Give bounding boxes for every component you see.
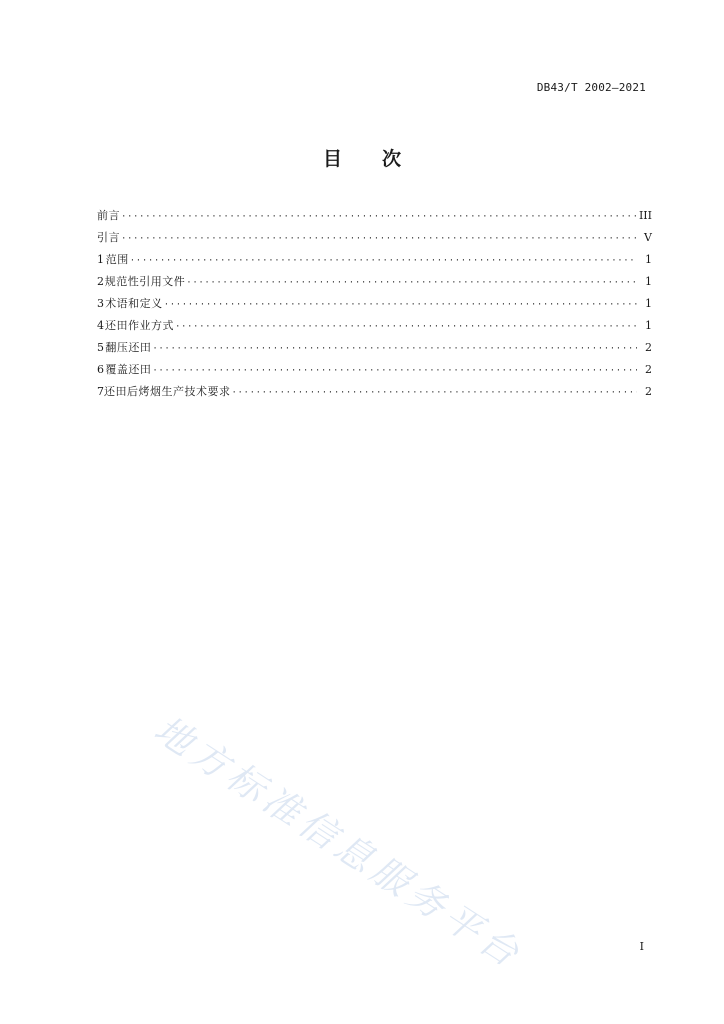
toc-section-number: 6 <box>97 363 104 376</box>
toc-page-number: V <box>644 231 652 244</box>
toc-section-number: 2 <box>97 275 104 288</box>
toc-page-number: 1 <box>645 319 652 332</box>
toc-entry-foreword[interactable] <box>97 205 652 227</box>
toc-section-number: 5 <box>97 341 104 354</box>
toc-label: 规范性引用文件 <box>104 275 186 288</box>
toc-leader-dots <box>164 294 637 316</box>
toc-leader-dots <box>121 228 637 250</box>
toc-leader-dots <box>152 360 637 382</box>
page-number: I <box>639 940 644 953</box>
toc-entry-6[interactable] <box>97 359 652 381</box>
toc-section-number: 1 <box>97 253 104 266</box>
standard-code: DB43/T 2002—2021 <box>536 81 646 94</box>
toc-leader-dots <box>121 206 636 228</box>
toc-leader-dots <box>152 338 637 360</box>
toc-entry-4[interactable] <box>97 315 652 337</box>
toc-page-number: 2 <box>645 385 652 398</box>
toc-leader-dots <box>130 250 637 272</box>
toc-entry-introduction[interactable] <box>97 227 652 249</box>
toc-page-number: 2 <box>645 341 652 354</box>
toc-page-number: 1 <box>645 253 652 266</box>
toc-entry-3[interactable] <box>97 293 652 315</box>
toc-section-number: 7 <box>97 385 104 398</box>
page-title <box>0 144 724 171</box>
toc-entry-5[interactable] <box>97 337 652 359</box>
toc-label: 范围 <box>105 253 129 266</box>
table-of-contents <box>97 205 652 403</box>
toc-entry-2[interactable] <box>97 271 652 293</box>
toc-label: 覆盖还田 <box>105 363 152 376</box>
toc-section-number: 3 <box>97 297 104 310</box>
toc-label: 术语和定义 <box>105 297 163 310</box>
toc-label: 翻压还田 <box>105 341 152 354</box>
title-char-1: 目 <box>322 148 342 170</box>
title-char-2: 次 <box>382 148 402 170</box>
toc-page-number: III <box>638 209 652 222</box>
toc-label: 前言 <box>97 209 120 222</box>
toc-leader-dots <box>232 382 637 404</box>
toc-label: 引言 <box>97 231 120 244</box>
toc-section-number: 4 <box>97 319 104 332</box>
watermark: 地方标准信息服务平台 <box>146 707 531 978</box>
toc-label: 还田后烤烟生产技术要求 <box>104 385 231 398</box>
toc-page-number: 2 <box>645 363 652 376</box>
toc-label: 还田作业方式 <box>105 319 174 332</box>
toc-leader-dots <box>186 272 637 294</box>
toc-entry-7[interactable] <box>97 381 652 403</box>
toc-entry-1[interactable] <box>97 249 652 271</box>
toc-page-number: 1 <box>645 297 652 310</box>
toc-leader-dots <box>175 316 637 338</box>
toc-page-number: 1 <box>645 275 652 288</box>
